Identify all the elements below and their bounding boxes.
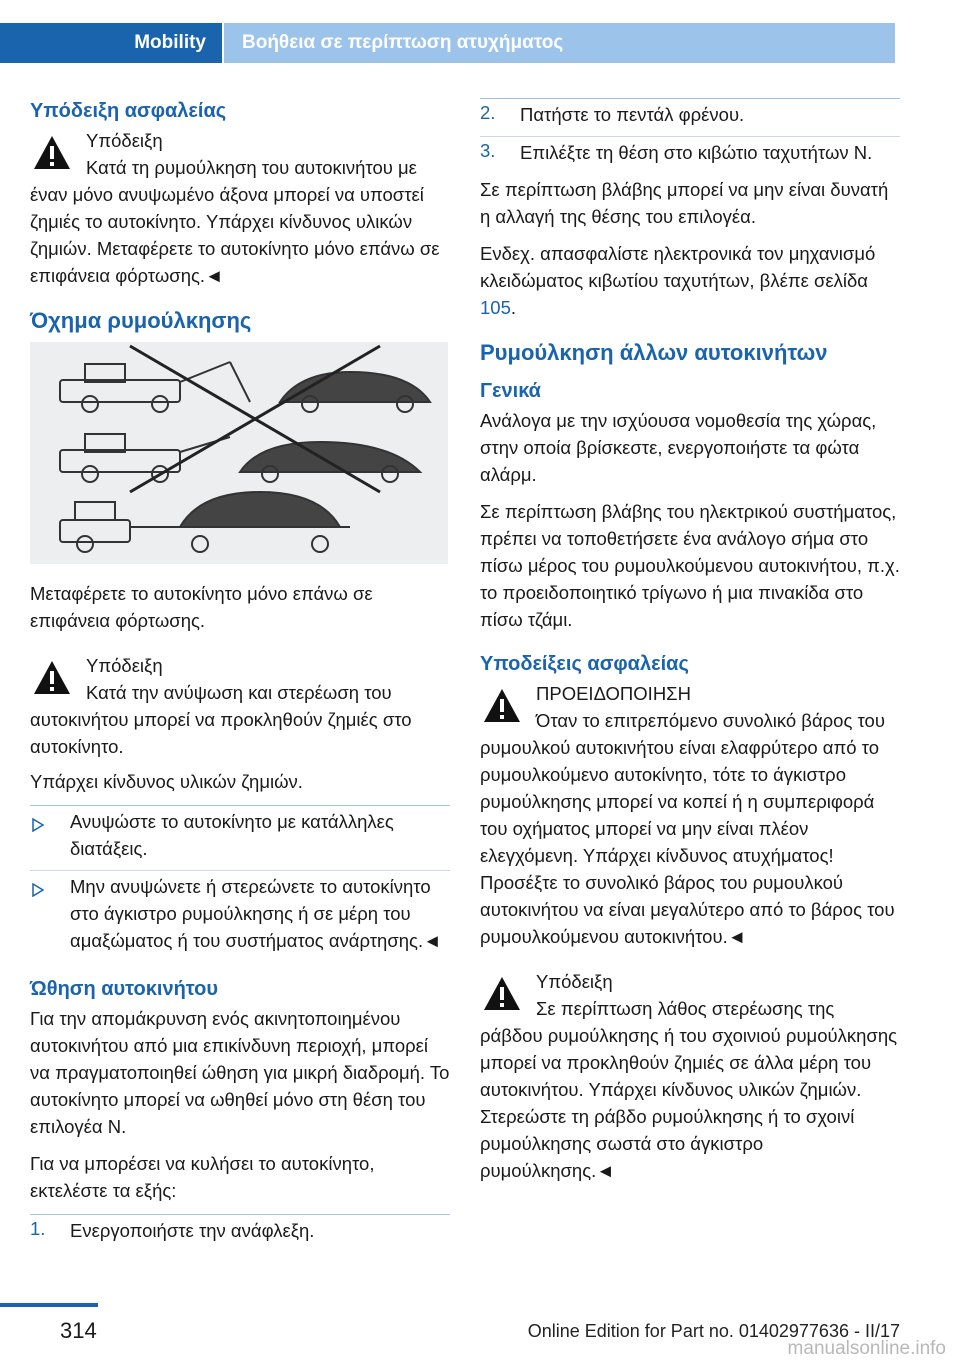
figure-caption: Μεταφέρετε το αυτοκίνητο μόνο επάνω σε επιφάνεια φόρτωσης.: [30, 583, 373, 631]
steps-list: [480, 98, 900, 166]
note-block: [30, 652, 450, 760]
footer-rule: [0, 1303, 98, 1307]
page-number: 314: [60, 1318, 97, 1343]
heading-push-vehicle: Ώθηση αυτοκινήτου: [30, 978, 219, 1000]
warning-icon: [32, 133, 72, 173]
note-label: Υπόδειξη: [536, 971, 613, 992]
note-block: [480, 968, 900, 1184]
warning-text: Όταν το επιτρεπόμενο συνολικό βάρος του ρυμουλκού αυτοκινήτου είναι ελαφρύτερο από το ρυμουλκούμενο αυτοκίνητο, τότε το άγκιστρο ρυμούλκησης μπορεί να κοπεί ή η συμπεριφορά του οχήματος μπορεί να μην είναι πλέον ελεγχόμενη. Υπάρχει κίνδυνος ατυχήματος! Προσέξτε το συνολικό βάρος του ρυμουλκού αυτοκινήτου να είναι μεγαλύτερο από το βάρος του ρυμουλκούμενου αυτοκινήτου.◄: [480, 710, 895, 947]
edition-text: Online Edition for Part no. 01402977636 - II/17: [527, 1321, 900, 1341]
warning-label: ΠΡΟΕΙΔΟΠΟΙΗΣΗ: [536, 683, 691, 704]
page-header: [0, 23, 895, 63]
note-block: [30, 127, 450, 289]
paragraph: Σε περίπτωση βλάβης του ηλεκτρικού συστήματος, πρέπει να τοποθετήσετε ένα ανάλογο σήμα στο πίσω μέρος του ρυμουλκούμενου αυτοκινήτου, π.χ. το προειδοποιητικό τρίγωνο ή μια πινακίδα στο πίσω τζάμι.: [480, 501, 900, 630]
watermark: manualsonline.info: [787, 1338, 946, 1359]
section-tab[interactable]: Mobility: [0, 23, 222, 63]
paragraph: Ενδεχ. απασφαλίστε ηλεκτρονικά τον μηχανισμό κλειδώματος κιβωτίου ταχυτήτων, βλέπε σελίδα 105.: [480, 243, 876, 318]
note-text: Κατά τη ρυμούλκηση του αυτοκινήτου με έναν μόνο ανυψωμένο άξονα μπορεί να υποστεί ζημιές το αυτοκίνητο. Υπάρχει κίνδυνος υλικών ζημιών. Μεταφέρετε το αυτοκίνητο μόνο επάνω σε επιφάνεια φόρτωσης.◄: [30, 157, 440, 286]
warning-icon: [32, 658, 72, 698]
right-column: [480, 98, 900, 1192]
heading-tow-vehicle: Όχημα ρυμούλκησης: [30, 308, 252, 333]
warning-icon: [482, 686, 522, 726]
paragraph: Σε περίπτωση βλάβης μπορεί να μην είναι δυνατή η αλλαγή της θέσης του επιλογέα.: [480, 179, 889, 227]
precaution-list: [30, 805, 450, 954]
list-item: Ανυψώστε το αυτοκίνητο με κατάλληλες διατάξεις.: [30, 805, 450, 862]
paragraph: Για να μπορέσει να κυλήσει το αυτοκίνητο, εκτελέστε τα εξής:: [30, 1153, 375, 1201]
list-item: Μην ανυψώνετε ή στερεώνετε το αυτοκίνητο στο άγκιστρο ρυμούλκησης ή σε μέρη του αμαξώματος ή του συστήματος ανάρτησης.◄: [30, 870, 450, 954]
heading-general: Γενικά: [480, 380, 541, 402]
note-text: Κατά την ανύψωση και στερέωση του αυτοκινήτου μπορεί να προκληθούν ζημιές στο αυτοκίνητο.: [30, 682, 412, 757]
left-column: [30, 98, 450, 1254]
bullet-triangle-icon: [32, 877, 44, 904]
heading-tow-others: Ρυμούλκηση άλλων αυτοκινήτων: [480, 340, 828, 365]
list-item: 1. Ενεργοποιήστε την ανάφλεξη.: [30, 1214, 450, 1244]
note-label: Υπόδειξη: [86, 130, 163, 151]
chapter-title: Βοήθεια σε περίπτωση ατυχήματος: [224, 23, 895, 63]
paragraph: Για την απομάκρυνση ενός ακινητοποιημένου αυτοκινήτου από μια επικίνδυνη περιοχή, μπορεί να πραγματοποιηθεί ώθηση για μικρή διαδρομή. Το αυτοκίνητο μπορεί να ωθηθεί μόνο στη θέση του επιλογέα N.: [30, 1008, 450, 1137]
note-label: Υπόδειξη: [86, 655, 163, 676]
page-link[interactable]: 105: [480, 297, 511, 318]
list-item: 2. Πατήστε το πεντάλ φρένου.: [480, 98, 900, 128]
risk-text: Υπάρχει κίνδυνος υλικών ζημιών.: [30, 771, 303, 792]
bullet-triangle-icon: [32, 812, 44, 839]
heading-safety-tips: Υποδείξεις ασφαλείας: [480, 653, 689, 675]
warning-icon: [482, 974, 522, 1014]
heading-safety-note: Υπόδειξη ασφαλείας: [30, 100, 227, 122]
tow-truck-illustration: [30, 342, 448, 564]
paragraph: Ανάλογα με την ισχύουσα νομοθεσία της χώρας, στην οποία βρίσκεστε, ενεργοποιήστε τα φώτα αλάρμ.: [480, 410, 877, 485]
list-item: 3. Επιλέξτε τη θέση στο κιβώτιο ταχυτήτων N.: [480, 136, 900, 166]
warning-block: [480, 680, 900, 950]
steps-list: [30, 1214, 450, 1244]
note-text: Σε περίπτωση λάθος στερέωσης της ράβδου ρυμούλκησης ή του σχοινιού ρυμούλκησης μπορεί να προκληθούν ζημιές σε άλλα μέρη του αυτοκινήτου. Υπάρχει κίνδυνος υλικών ζημιών. Στερεώστε τη ράβδο ρυμούλκησης ή το σχοινί ρυμούλκησης σωστά στο άγκιστρο ρυμούλκησης.◄: [480, 998, 898, 1181]
